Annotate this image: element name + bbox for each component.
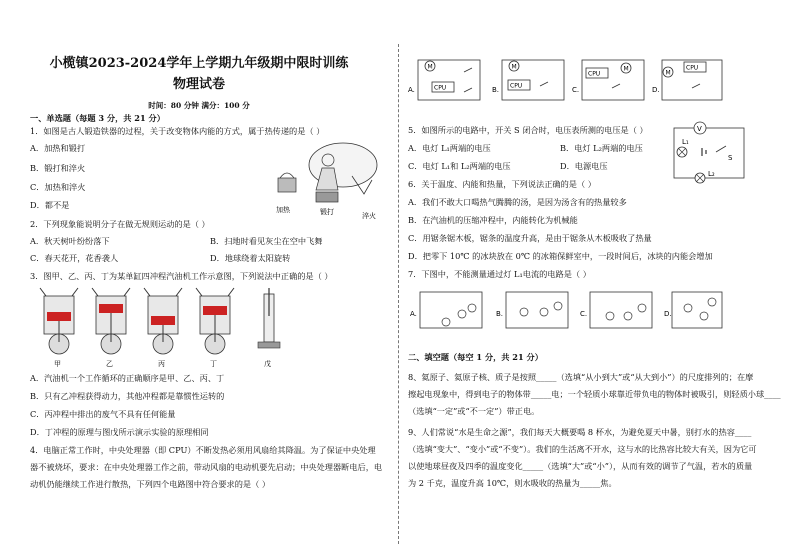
engine-stroke-diagrams bbox=[36, 286, 296, 368]
q4-line-1: 4．电脑正常工作时，中央处理器（即 CPU）不断发热必须用风扇给其降温。为了保证中央处理 bbox=[30, 445, 376, 455]
q4d-cpu: CPU bbox=[686, 64, 699, 72]
q4b-cpu: CPU bbox=[510, 82, 523, 90]
q7-circuit-options bbox=[406, 286, 726, 336]
engine-bing bbox=[144, 288, 182, 354]
q6-option-b: B．在汽油机的压缩冲程中，内能转化为机械能 bbox=[408, 215, 578, 225]
q4-option-d-label: D. bbox=[652, 86, 660, 94]
voltmeter-label: V bbox=[697, 125, 702, 133]
q4-circuit-a bbox=[408, 60, 480, 100]
q1-option-a: A．加热和锻打 bbox=[30, 143, 86, 153]
exam-subtitle: 物理试卷 bbox=[172, 77, 225, 92]
forging-flame bbox=[280, 173, 294, 178]
q4-circuit-options bbox=[406, 56, 726, 108]
q5-option-b: B．电灯 L₂两端的电压 bbox=[560, 143, 643, 153]
fig-label-heating: 加热 bbox=[276, 206, 290, 214]
q6-option-d: D．把零下 10℃ 的冰块放在 0℃ 的冰箱保鲜室中，一段时间后，冰块的内能会增加 bbox=[408, 251, 713, 261]
q5-stem: 5．如图所示的电路中，开关 S 闭合时，电压表所测的电压是（ ） bbox=[408, 125, 648, 135]
q1-option-b: B．锻打和淬火 bbox=[30, 163, 86, 173]
forging-illustration bbox=[268, 140, 388, 220]
q7-circuit-d bbox=[664, 292, 722, 328]
forging-anvil bbox=[316, 192, 338, 202]
q8-line-2: 擦起电现象中，得到电子的物体带_____电；一个轻质小球靠近带负电的物体时被吸引，则轻质小球____ bbox=[408, 389, 781, 399]
engine-label-ding: 丁 bbox=[210, 360, 217, 368]
exam-title: 小榄镇2023-2024学年上学期九年级期中限时训练 bbox=[49, 56, 349, 71]
engine-ding bbox=[196, 288, 234, 354]
q4-option-c-label: C. bbox=[572, 86, 580, 94]
q1-stem: 1．如图是古人锻造铁器的过程，关于改变物体内能的方式，属于热传递的是（ ） bbox=[30, 126, 325, 136]
q1-option-c: C．加热和淬火 bbox=[30, 182, 86, 192]
engine-label-wu: 戊 bbox=[264, 360, 271, 368]
forging-furnace bbox=[278, 178, 296, 192]
engine-jia bbox=[40, 288, 78, 354]
q3-option-d: D．丁冲程的原理与图戊所示演示实验的原理相同 bbox=[30, 427, 209, 437]
q9-line-1: 9、人们常说“水是生命之源”，我们每天大概要喝 8 杯水，为避免夏天中暑，别打水的热容____ bbox=[408, 427, 752, 437]
q7-stem: 7．下图中，不能测量通过灯 L₁电流的电路是（ ） bbox=[408, 269, 591, 279]
q4a-motor: M bbox=[427, 63, 433, 71]
q9-line-3: 以使地球昼夜及四季的温度变化_____（选填“大”或“小”），从而有效的调节了气温，若水的质量 bbox=[408, 461, 753, 471]
q2-stem: 2．下列现象能说明分子在做无规则运动的是（ ） bbox=[30, 219, 210, 229]
q6-option-a: A．我们不敢大口喝热气腾腾的汤，是因为汤含有的热量较多 bbox=[408, 197, 627, 207]
q2-option-b: B．扫地时看见灰尘在空中飞舞 bbox=[210, 236, 323, 246]
q7-circuit-c bbox=[580, 292, 652, 328]
q4-circuit-b bbox=[492, 60, 564, 100]
lamp-l2-label: L₂ bbox=[708, 170, 715, 178]
q1-option-d: D．都不是 bbox=[30, 200, 70, 210]
piston-ding bbox=[203, 306, 227, 315]
q4-circuit-c bbox=[572, 60, 644, 100]
q6-stem: 6．关于温度、内能和热量，下列说法正确的是（ ） bbox=[408, 179, 596, 189]
q9-line-2: （选填“变大”、“变小”或“不变”）。我们的生活离不开水，这与水的比热容比较大有关，因为它可 bbox=[408, 444, 757, 454]
q5-option-a: A．电灯 L₁两端的电压 bbox=[408, 143, 491, 153]
piston-jia bbox=[47, 312, 71, 321]
fig-label-forging: 锻打 bbox=[320, 208, 334, 216]
engine-yi bbox=[92, 288, 130, 354]
q4-line-2: 器不被烧坏，要求：在中央处理器工作之前，带动风扇的电动机要先启动；中央处理器断电后，电 bbox=[30, 462, 383, 472]
q8-line-1: 8、氦原子、氦原子核、质子是按照_____（选填“从小到大”或“从大到小”）的尺度排列的；在摩 bbox=[408, 372, 754, 382]
q7-option-c-label: C. bbox=[580, 310, 588, 318]
column-divider bbox=[398, 44, 399, 544]
exam-meta: 时间：80 分钟 满分：100 分 bbox=[148, 101, 250, 110]
switch-s-label: S bbox=[728, 154, 733, 162]
q4b-motor: M bbox=[511, 63, 517, 71]
q3-option-a: A．汽油机一个工作循环的正确顺序是甲、乙、丙、丁 bbox=[30, 373, 225, 383]
q4-line-3: 动机仍能继续工作进行散热，下列四个电路图中符合要求的是（ ） bbox=[30, 479, 271, 489]
q4d-motor: M bbox=[665, 69, 671, 77]
q7-option-b-label: B. bbox=[496, 310, 504, 318]
q4-option-a-label: A. bbox=[408, 86, 415, 94]
engine-label-jia: 甲 bbox=[54, 360, 61, 368]
q7-option-d-label: D. bbox=[664, 310, 672, 318]
switch-s bbox=[716, 146, 726, 152]
q3-stem: 3．图甲、乙、丙、丁为某单缸四冲程汽油机工作示意图，下列说法中正确的是（ ） bbox=[30, 271, 333, 281]
q8-line-3: （选填“一定”或“不一定”）带正电。 bbox=[408, 406, 540, 416]
q5-option-d: D．电源电压 bbox=[560, 161, 608, 171]
engine-label-yi: 乙 bbox=[106, 360, 113, 368]
q2-option-c: C．春天花开，花香袭人 bbox=[30, 253, 119, 263]
q4-option-b-label: B. bbox=[492, 86, 500, 94]
q3-option-c: C．丙冲程中排出的废气不具有任何能量 bbox=[30, 409, 176, 419]
q4c-motor: M bbox=[623, 65, 629, 73]
section-fill-in: 二、填空题（每空 1 分，共 21 分） bbox=[408, 352, 543, 362]
piston-yi bbox=[99, 304, 123, 313]
q2-option-a: A．秋天树叶纷纷落下 bbox=[30, 236, 110, 246]
q2-option-d: D．地球绕着太阳旋转 bbox=[210, 253, 291, 263]
section-single-choice: 一、单选题（每题 3 分，共 21 分） bbox=[30, 113, 165, 123]
engine-label-bing: 丙 bbox=[158, 360, 165, 368]
q7-option-a-label: A. bbox=[410, 310, 417, 318]
piston-bing bbox=[151, 316, 175, 325]
q3-option-b: B．只有乙冲程获得动力，其他冲程都是靠惯性运转的 bbox=[30, 391, 225, 401]
q5-circuit bbox=[660, 118, 760, 184]
q7-circuit-a bbox=[410, 292, 482, 328]
lamp-l1-label: L₁ bbox=[682, 138, 689, 146]
q4-circuit-d bbox=[652, 60, 722, 100]
q5-option-c: C．电灯 L₁和 L₂两端的电压 bbox=[408, 161, 511, 171]
fig-label-quenching: 淬火 bbox=[362, 212, 376, 220]
q9-line-4: 为 2 千克，温度升高 10℃，则水吸收的热量为_____焦。 bbox=[408, 478, 617, 488]
q7-circuit-b bbox=[496, 292, 568, 328]
q4a-cpu: CPU bbox=[434, 84, 447, 92]
q4c-cpu: CPU bbox=[588, 70, 601, 78]
experiment-wu bbox=[258, 288, 280, 348]
q6-option-c: C．用锯条锯木板，锯条的温度升高，是由于锯条从木板吸收了热量 bbox=[408, 233, 652, 243]
